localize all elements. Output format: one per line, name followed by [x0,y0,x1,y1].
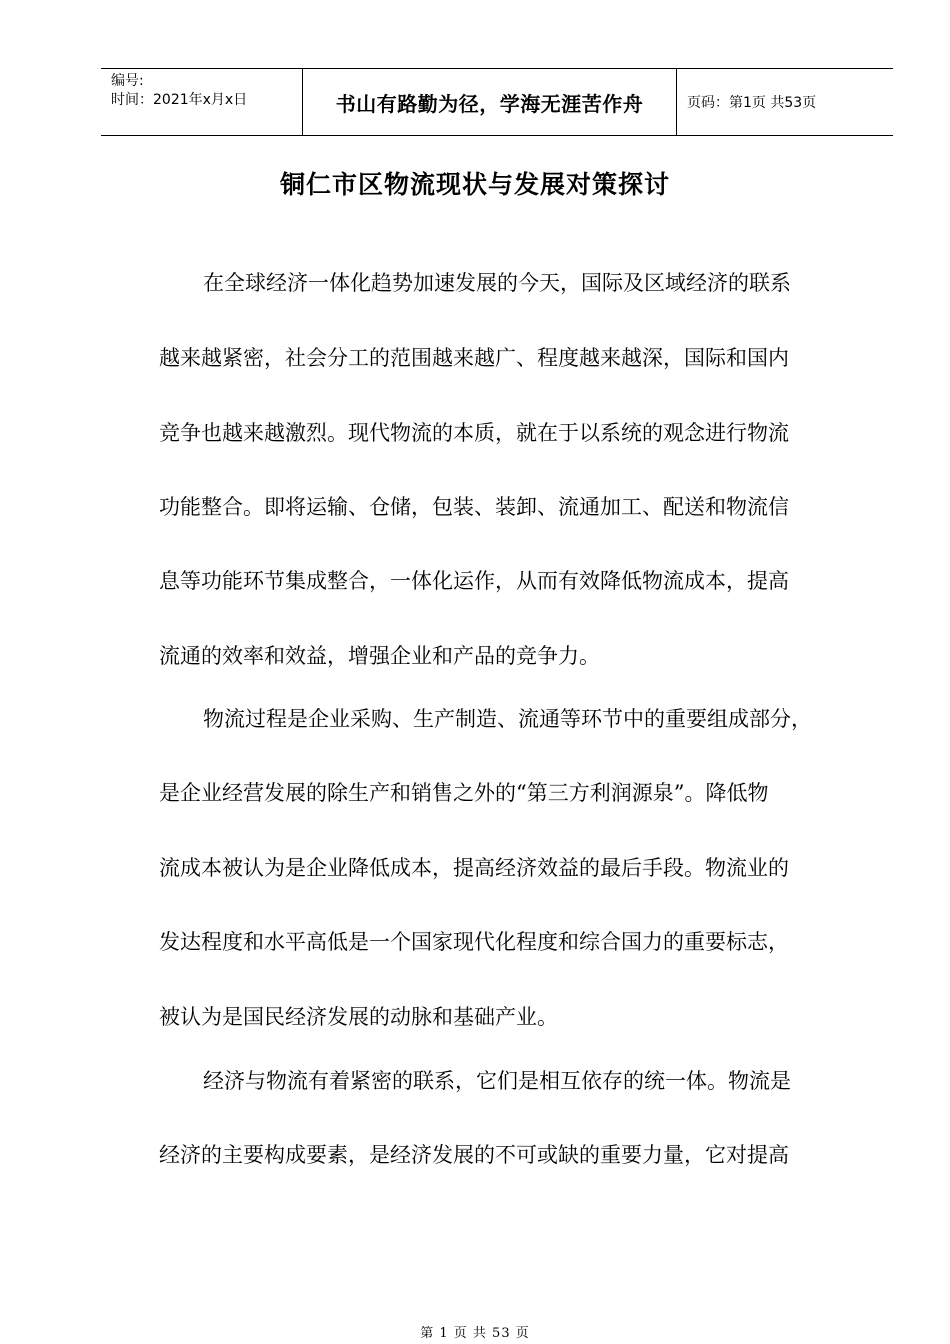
page-footer: 第 1 页 共 53 页 [420,1326,530,1341]
document-number-label: 编号: [111,73,144,89]
paragraph-2-line-3: 流成本被认为是企业降低成本，提高经济效益的最后手段。物流业的 [159,856,789,880]
paragraph-2-line-4: 发达程度和水平高低是一个国家现代化程度和综合国力的重要标志， [159,930,789,954]
paragraph-2-line-2: 是企业经营发展的除生产和销售之外的“第三方利润源泉”。降低物 [159,781,769,805]
document-time-label: 时间：2021年x月x日 [111,92,248,108]
paragraph-3-line-1: 经济与物流有着紧密的联系，它们是相互依存的统一体。物流是 [203,1069,791,1093]
paragraph-1-line-6: 流通的效率和效益，增强企业和产品的竞争力。 [159,644,600,668]
header-motto: 书山有路勤为径，学海无涯苦作舟 [303,69,677,135]
paragraph-3-line-2: 经济的主要构成要素，是经济发展的不可或缺的重要力量，它对提高 [159,1143,789,1167]
header-meta [101,69,303,135]
header-page-info: 页码：第1页 共53页 [687,95,817,111]
paragraph-2-line-5: 被认为是国民经济发展的动脉和基础产业。 [159,1005,558,1029]
paragraph-1-line-5: 息等功能环节集成整合，一体化运作，从而有效降低物流成本，提高 [159,569,789,593]
paragraph-2-line-1: 物流过程是企业采购、生产制造、流通等环节中的重要组成部分， [203,707,812,731]
page-header [101,68,893,136]
paragraph-1-line-4: 功能整合。即将运输、仓储，包装、装卸、流通加工、配送和物流信 [159,495,789,519]
paragraph-1-line-2: 越来越紧密，社会分工的范围越来越广、程度越来越深，国际和国内 [159,346,789,370]
document-title: 铜仁市区物流现状与发展对策探讨 [279,170,670,199]
paragraph-1-line-1: 在全球经济一体化趋势加速发展的今天，国际及区域经济的联系 [203,271,791,295]
paragraph-1-line-3: 竞争也越来越激烈。现代物流的本质，就在于以系统的观念进行物流 [159,421,789,445]
